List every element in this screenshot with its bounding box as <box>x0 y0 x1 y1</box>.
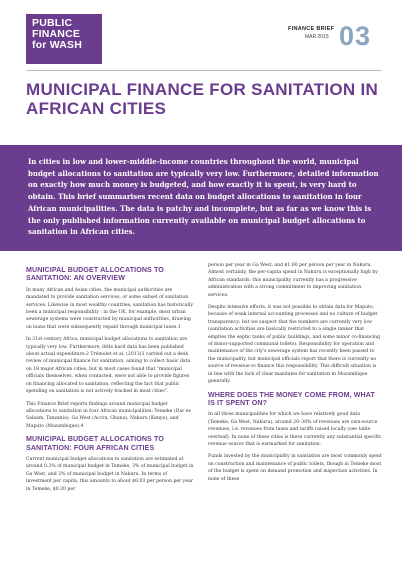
section-heading-money-source: WHERE DOES THE MONEY COME FROM, WHAT IS IT SPENT ON? <box>208 390 375 407</box>
publication-logo <box>26 14 102 64</box>
paragraph: In all three municipalities for which we have relatively good data (Temeke, Ga West, Nakuru), around 20–30% of revenues are own-source revenues, i.e. revenues from taxes and tariffs raised locally (see table overleaf). In none of these cities is there currently any substantial specific revenue source that is earmarked for sanitation. <box>208 412 382 447</box>
logo-line-2: FINANCE <box>32 28 81 40</box>
paragraph: Current municipal budget allocations to sanitation are estimated at around 0.3% of municipal budget in Temeke, 3% of municipal budget in Ga West, and 2% of municipal budget in Nakuru. In terms of investment per capita, this amounts to about $0.03 per person per year in Temeke, $0.20 per <box>26 456 194 492</box>
paragraph: In 21st-century Africa, municipal budget allocations to sanitation are typically very low. Furthermore, little hard data has been published about actual expenditure.2 Trémolet et al. (2013)3 carried out a desk review of municipal finance for sanitation, aiming to collect basic data on 18 major African cities, but in most cases found that "municipal officials themselves, when contacted, were not able to provide figures on financing allocated to sanitation, reflecting the fact that public spending on sanitation is not actively tracked in most cities". <box>26 337 191 395</box>
section-heading-overview: MUNICIPAL BUDGET ALLOCATIONS TO SANITATION: AN OVERVIEW <box>26 266 164 283</box>
brief-number: 03 <box>339 21 372 51</box>
logo-line-3: for WASH <box>32 39 83 51</box>
page-title: MUNICIPAL FINANCE FOR SANITATION IN AFRICAN CITIES <box>26 80 379 118</box>
paragraph: Funds invested by the municipality in sanitation are most commonly spent on construction and maintenance of public toilets, though in Temeke most of the budget is spent on demand promotion and inspection activities. In none of these <box>208 454 382 482</box>
paragraph: person per year in Ga West, and $1.60 per person per year in Nakuru. Almost certainly, the per-capita spend in Nakuru is exceptionally high by African standards: this municipality currently has a progressive administration with a strong commitment to improving sanitation services. <box>208 263 378 298</box>
paragraph: This Finance Brief reports findings around municipal budget allocations to sanitation in four African municipalities: Temeke (Dar es Salaam, Tanzania), Ga West (Accra, Ghana), Nakuru (Kenya), and Maputo (Mozambique).4 <box>26 401 191 429</box>
abstract-text: In cities in low and lower-middle-income countries throughout the world, municipal budget allocations to sanitation are typically very low. Furthermore, detailed information on exactly how much money is budgeted, and how exactly it is spent, is very hard to obtain. This brief summarises recent data on budget allocations to sanitation in four African municipalities. The data is patchy and incomplete, but as far as we know this is the only published information currently available on municipal budget allocations to sanitation in African cities. <box>28 157 379 237</box>
brief-date: MAR 2015 <box>305 34 329 40</box>
paragraph: In many African and Asian cities, the municipal authorities are mandated to provide sanitation services, or some subset of sanitation services. Likewise in most wealthy countries, sanitation has historically been a municipal responsibility : in the UK, for example, most urban sewerage systems were constructed by municipal authorities, drawing on loans that were subsequently repaid through municipal taxes.1 <box>26 287 194 330</box>
brief-label: FINANCE BRIEF <box>288 26 335 32</box>
right-column <box>208 262 382 488</box>
logo-line-1: PUBLIC <box>32 17 73 29</box>
left-column <box>26 266 194 498</box>
abstract-panel <box>0 145 402 251</box>
paragraph: Despite intensive efforts, it was not possible to obtain data for Maputo, because of weak internal accounting processes and no culture of budget transparency: but we suspect that the numbers are currently very low (sanitation activities are basically restricted to a single tanker that empties the septic tanks of public buildings, and some minor co-financing of donor-supported communal toilets). Responsibility for operation and maintenance of the city's sewerage system has recently been passed to the municipality, but municipal officials report that there is currently no source of revenue to finance this responsibility. This difficult situation is in line with the lack of clear mandates for sanitation in Mozambique generally. <box>208 305 381 385</box>
header-divider <box>26 70 382 71</box>
section-heading-four-cities: MUNICIPAL BUDGET ALLOCATIONS TO SANITATION: FOUR AFRICAN CITIES <box>26 435 164 452</box>
